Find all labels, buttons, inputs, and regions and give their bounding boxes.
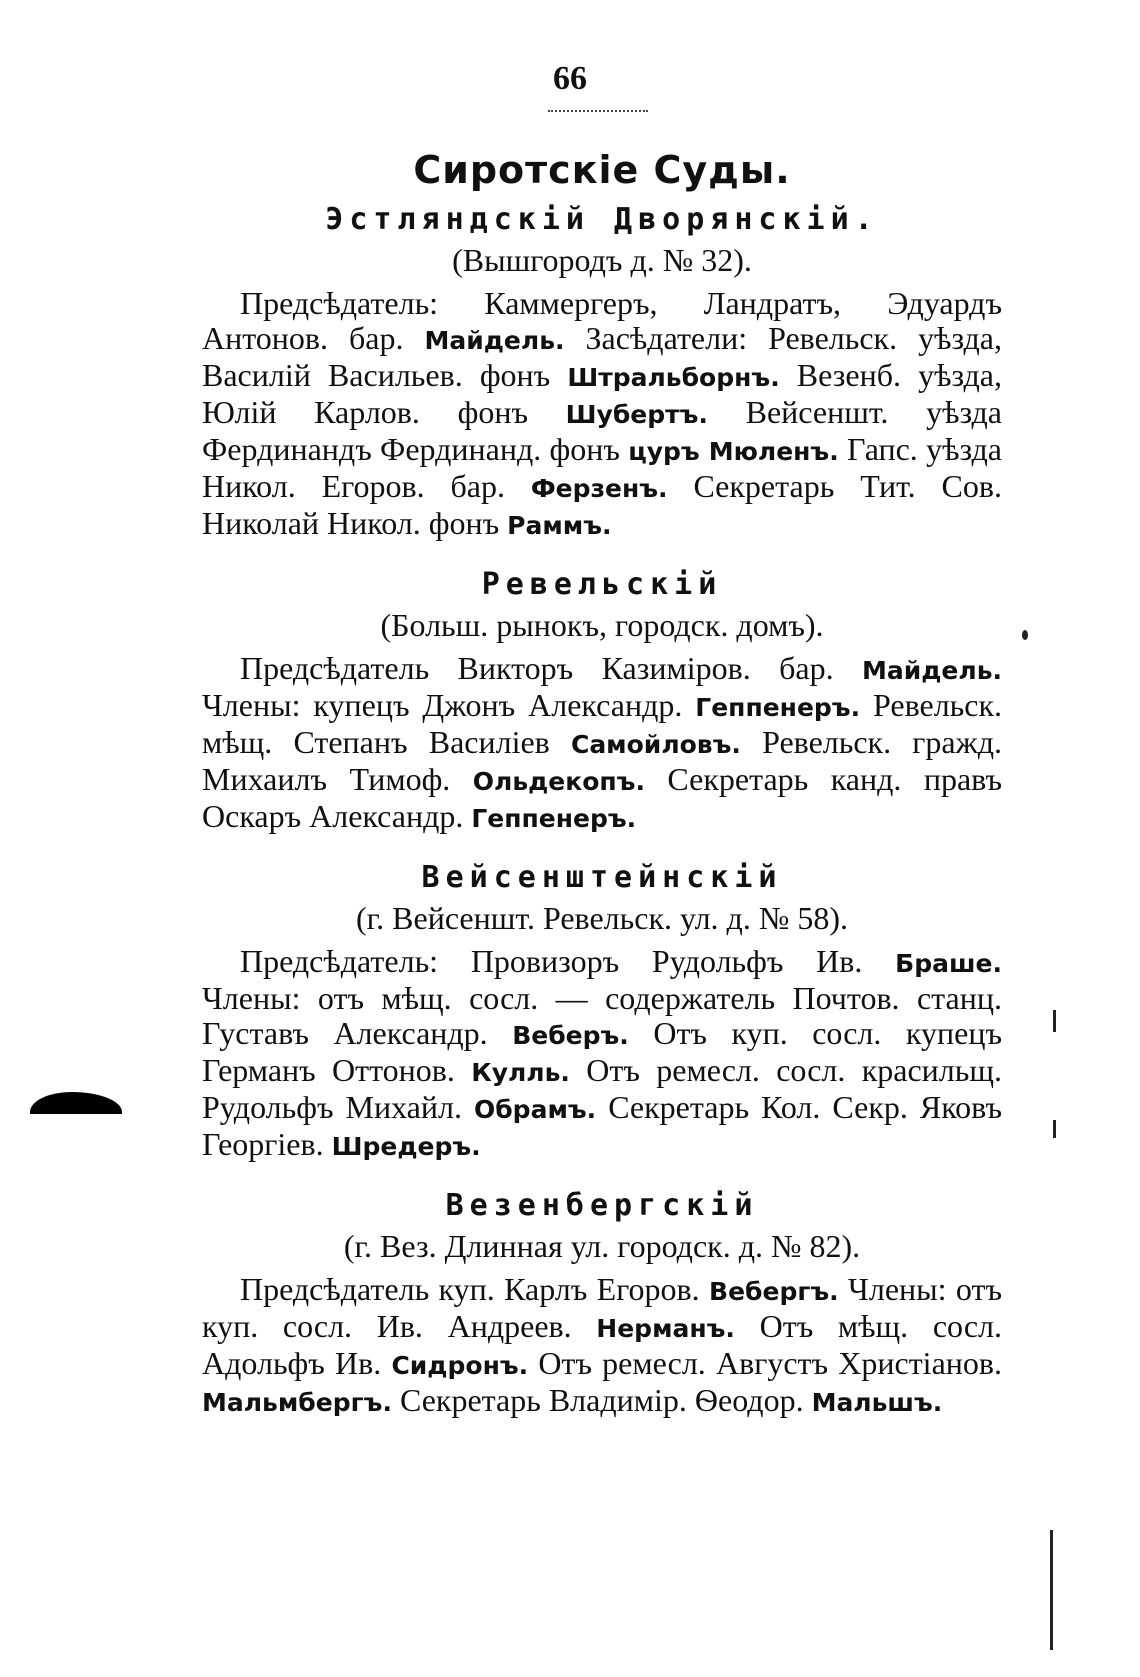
surname: Геппенеръ. (471, 804, 637, 833)
body-text-run: Предсѣдатель: Каммергеръ, Ландратъ, Эдуардъ Антонов. бар. (202, 285, 1002, 356)
body-text-run: Засѣдатели: Ревельск. уѣзда, Василій Васильев. фонъ (202, 320, 1003, 393)
surname: Сидронъ. (391, 1351, 529, 1380)
page-number-ornament (548, 100, 648, 112)
body-text-run: Ревельск. гражд. Михаилъ Тимоф. (202, 724, 1003, 797)
body-text-run: Секретарь Владимір. Ѳеодор. (391, 1382, 812, 1418)
surname: Ферзенъ. (530, 474, 668, 503)
body-text-run: Члены: отъ куп. сосл. Ив. Андреев. (202, 1271, 1002, 1344)
scan-mark (1053, 1120, 1056, 1138)
section-address: (Больш. рынокъ, городск. домъ). (380, 607, 824, 643)
surname: Штральборнъ. (567, 363, 780, 392)
scan-mark (1050, 1530, 1053, 1650)
section-body (202, 944, 1002, 1164)
section-heading: Эстляндскій Дворянскій. (325, 202, 879, 237)
body-text-run: Предсѣдатель куп. Карлъ Егоров. (240, 1271, 710, 1307)
body-text-run: Отъ ремесл. Августъ Христіанов. (528, 1345, 1003, 1381)
surname: Раммъ. (507, 511, 612, 540)
surname: Обрамъ. (473, 1095, 597, 1124)
body-text-run: Отъ куп. сосл. купецъ Германъ Оттонов. (202, 1015, 1003, 1088)
section (202, 858, 1002, 1164)
surname: Веберъ. (512, 1021, 629, 1050)
page-title: Сиротскіе Суды. (413, 148, 791, 192)
surname: цуръ Мюленъ. (628, 437, 839, 466)
section-address: (г. Вейсеншт. Ревельск. ул. д. № 58). (355, 900, 849, 936)
scan-mark (1053, 1010, 1056, 1032)
body-text-run: Ревельск. мѣщ. Степанъ Василіев (202, 687, 1003, 760)
section-body (202, 651, 1002, 836)
body-text-run: Предсѣдатель: Провизоръ Рудольфъ Ив. (240, 943, 896, 979)
section-heading: Вейсенштейнскій (421, 860, 783, 895)
sections-container (202, 200, 1002, 1420)
page-number: 66 (553, 60, 587, 97)
section-address: (Вышгородъ д. № 32). (452, 242, 752, 278)
body-text-run: Члены: купецъ Джонъ Александр. (202, 687, 696, 723)
body-text-run: Секретарь Кол. Секр. Яковъ Георгіев. (202, 1089, 1002, 1162)
body-text-run: Отъ мѣщ. сосл. Адольфъ Ив. (202, 1308, 1003, 1381)
surname: Майдель. (861, 656, 1002, 685)
page-text (202, 148, 1002, 1420)
surname: Майдель. (424, 326, 565, 355)
section-body (202, 1272, 1002, 1420)
body-text-run: Предсѣдатель Викторъ Казиміров. бар. (240, 650, 862, 686)
surname: Шредеръ. (331, 1132, 481, 1161)
surname: Вебергъ. (709, 1277, 839, 1306)
surname: Шубертъ. (565, 400, 708, 429)
surname: Кулль. (471, 1058, 570, 1087)
surname: Ольдекопъ. (472, 767, 645, 796)
ink-blot (30, 1092, 122, 1114)
section (202, 1186, 1002, 1420)
section (202, 200, 1002, 543)
body-text-run: Гапс. уѣзда Никол. Егоров. бар. (202, 431, 1002, 504)
body-text-run: Отъ ремесл. сосл. красильщ. Рудольфъ Михайл. (202, 1052, 1003, 1125)
body-text-run: Секретарь канд. правъ Оскаръ Александр. (202, 761, 1003, 834)
body-text-run: Секретарь Тит. Сов. Николай Никол. фонъ (202, 468, 1002, 541)
surname: Нерманъ. (596, 1314, 735, 1343)
body-text-run: Везенб. уѣзда, Юлій Карлов. фонъ (202, 357, 1003, 430)
section-heading: Везенбергскій (445, 1188, 759, 1223)
surname: Мальшъ. (811, 1388, 943, 1417)
surname: Самойловъ. (570, 730, 741, 759)
scan-mark (1022, 630, 1028, 640)
surname: Мальмбергъ. (202, 1388, 392, 1417)
surname: Браше. (895, 949, 1002, 978)
section-address: (г. Вез. Длинная ул. городск. д. № 82). (343, 1228, 861, 1264)
body-text-run: Вейсеншт. уѣзда Фердинандъ Фердинанд. фонъ (202, 394, 1002, 467)
section (202, 565, 1002, 836)
body-text-run: Члены: отъ мѣщ. сосл. — содержатель Почтов. станц. Густавъ Александр. (202, 980, 1002, 1051)
surname: Геппенеръ. (695, 693, 861, 722)
section-body (202, 286, 1002, 543)
section-heading: Ревельскій (481, 567, 723, 602)
